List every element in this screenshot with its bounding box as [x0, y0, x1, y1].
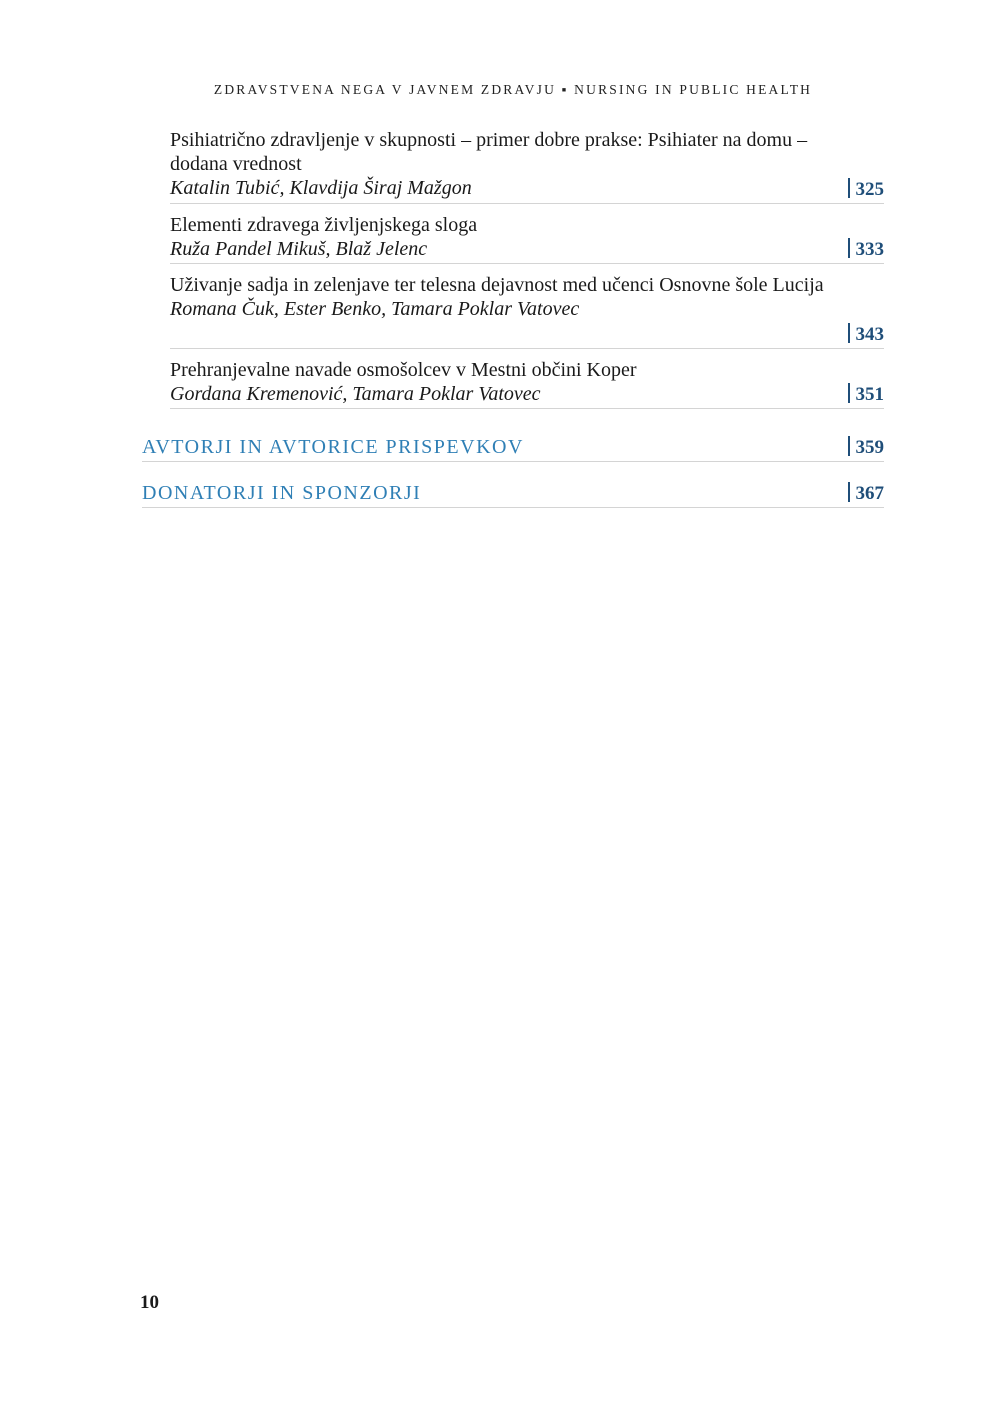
entry-title: Uživanje sadja in zelenjave ter telesna dejavnost med učenci Osnovne šole Lucija — [170, 274, 824, 296]
page-separator-bar — [848, 238, 850, 258]
entry-page-value: 333 — [855, 239, 884, 260]
entry-authors: Katalin Tubić, Klavdija Širaj Mažgon — [170, 177, 472, 199]
toc-entry[interactable] — [170, 358, 884, 409]
section-page-value: 367 — [855, 483, 884, 504]
entry-page-value: 325 — [855, 179, 884, 200]
entry-title: Psihiatrično zdravljenje v skupnosti – primer dobre prakse: Psihiater na domu – dodana vrednost — [170, 129, 808, 175]
page-separator-bar — [848, 436, 850, 456]
toc-entry[interactable] — [170, 128, 884, 204]
entry-page-number[interactable] — [848, 322, 885, 348]
entry-page-number[interactable] — [848, 177, 885, 203]
section-page-number[interactable] — [848, 481, 885, 507]
page-separator-bar — [848, 178, 850, 198]
entry-page-number[interactable] — [848, 382, 885, 408]
section-label: DONATORJI IN SPONZORJI — [142, 482, 422, 504]
toc-section-authors[interactable] — [142, 432, 884, 462]
toc-section-donors[interactable] — [142, 478, 884, 508]
entry-title: Prehranjevalne navade osmošolcev v Mestni občini Koper — [170, 359, 637, 381]
entry-page-number[interactable] — [848, 237, 885, 263]
page-separator-bar — [848, 482, 850, 502]
section-page-value: 359 — [855, 437, 884, 458]
toc-entry[interactable] — [170, 213, 884, 264]
entry-title: Elementi zdravega življenjskega sloga — [170, 214, 478, 236]
toc-entry[interactable] — [170, 273, 884, 349]
running-header: ZDRAVSTVENA NEGA V JAVNEM ZDRAVJU ▪ NURSING IN PUBLIC HEALTH — [213, 82, 813, 97]
entry-page-value: 351 — [855, 384, 884, 405]
entry-authors: Ruža Pandel Mikuš, Blaž Jelenc — [170, 238, 428, 260]
entry-page-value: 343 — [855, 324, 884, 345]
entry-authors: Romana Čuk, Ester Benko, Tamara Poklar Vatovec — [170, 298, 580, 320]
section-label: AVTORJI IN AVTORICE PRISPEVKOV — [142, 436, 524, 458]
page-separator-bar — [848, 323, 850, 343]
section-page-number[interactable] — [848, 435, 885, 461]
entry-authors: Gordana Kremenović, Tamara Poklar Vatovec — [170, 383, 541, 405]
page-separator-bar — [848, 383, 850, 403]
page-number: 10 — [140, 1292, 159, 1313]
